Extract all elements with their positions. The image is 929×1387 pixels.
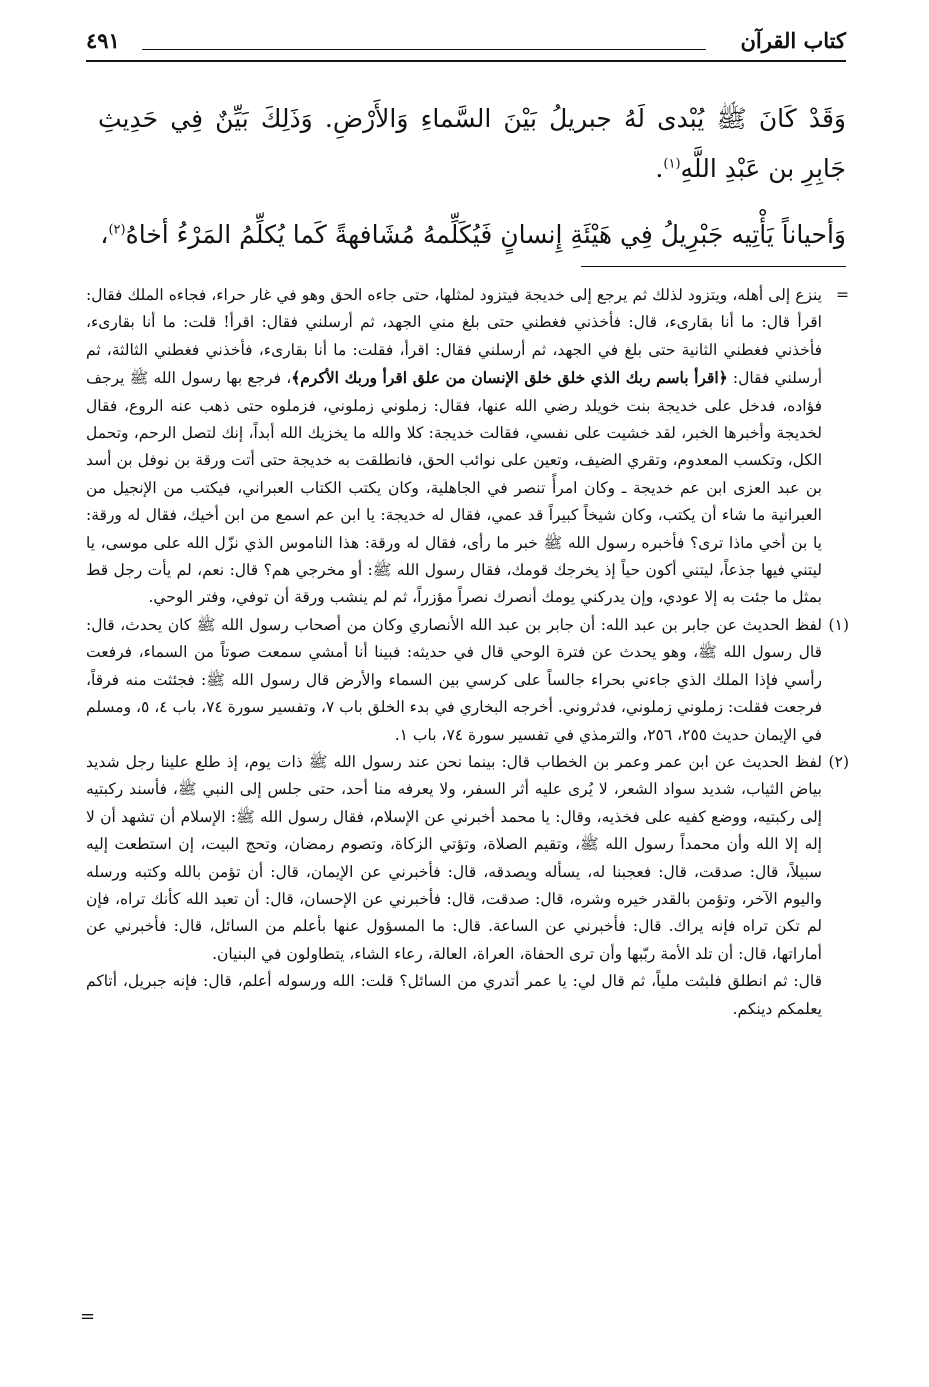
main-paragraph-2 <box>98 210 846 260</box>
footnote-2 <box>86 749 849 1023</box>
page-continues-marker: = <box>80 1306 96 1327</box>
main-paragraph-1-end: . <box>655 154 664 183</box>
footnote-2-marker: (٢) <box>828 752 849 771</box>
continuation-text-b: ، فرجع بها رسول الله ﷺ يرجف فؤاده، فدخل على خديجة بنت خويلد رضي الله عنها، فقال: زملوني زملوني، فزملوه حتى ذهب عنه الروع، فقال لخديجة وأخبرها الخبر، لقد خشيت على نفسي، فقالت خديجة: كلا والله ما يخزيك الله أبداً، إنك لتصل الرحم، وتحمل الكل، وتكسب المعدوم، وتقري الضيف، وتعين على نوائب الحق، فانطلقت به خديجة حتى أتت ورقة بن نوفل بن أسد بن عبد العزى ابن عم خديجة ـ وكان امرأً تنصر في الجاهلية، وكان يكتب الكتاب العبراني، فيكتب من الإنجيل من العبرانية ما شاء أن يكتب، وكان شيخاً كبيراً قد عمي، فقال له خديجة: يا ابن عم اسمع من ابن أخيك، فقال له ورقة: يا بن أخي ماذا ترى؟ فأخبره رسول الله ﷺ خبر ما رأى، فقال له ورقة: هذا الناموس الذي نزّل الله على موسى، يا ليتني فيها جذعاً، ليتني أكون حياً إذ يخرجك قومك، فقال رسول الله ﷺ: أو مخرجي هم؟ قال: نعم، لم يأت رجل قط بمثل ما جئت به إلا عودي، وإن يدركني يومك أنصرك نصراً مؤزراً، ثم لم ينشب ورقة أن توفي، وفتر الوحي. <box>86 369 822 607</box>
page-number: ٤٩١ <box>86 28 120 53</box>
header-rule <box>86 60 846 62</box>
continuation-text-a: ينزع إلى أهله، ويتزود لذلك ثم يرجع إلى خديجة فيتزود لمثلها، حتى جاءه الحق وهو في غار حراء، فجاءه الملك فقال: اقرأ قال: ما أنا بقارىء، قال: فأخذني فغطني حتى بلغ مني الجهد، ثم أرسلني فقال: اقرأ! قلت: ما أنا بقارىء، فأخذني فغطني الثانية حتى بلغ في الجهد، ثم أرسلني فقال: اقرأ، فقلت: ما أنا بقارىء، فأخذني فغطني الثالثة، ثم أرسلني فقال: <box>86 286 823 388</box>
main-paragraph-2-text: وَأحياناً يَأْتِيه جَبْرِيلُ فِي هَيْئَةِ إِنسانٍ فَيُكَلِّمهُ مُشَافهةً كَما يُكلِّمُ المَرْءُ أخاهُ <box>125 220 846 249</box>
footnote-1-text: لفظ الحديث عن جابر بن عبد الله: أن جابر بن عبد الله الأنصاري وكان من أصحاب رسول الله ﷺ كان يحدث، قال: قال رسول الله ﷺ، وهو يحدث عن فترة الوحي قال في حديثه: فبينا أنا أمشي سمعت صوتاً من السماء، فرفعت رأسي فإذا الملك الذي جاءني بحراء جالساً على كرسي بين السماء والأرض قال رسول الله ﷺ: فجئثت منه فرقاً، فرجعت فقلت: زملوني زملوني، فدثروني. أخرجه البخاري في بدء الخلق باب ٧، وتفسير سورة ٧٤، باب ٤، ٥، ومسلم في الإيمان حديث ٢٥٥، ٢٥٦، والترمذي في تفسير سورة ٧٤، باب ١. <box>86 615 822 744</box>
book-title: كتاب القرآن <box>740 28 846 53</box>
footnote-ref-2: (٢) <box>108 222 126 238</box>
main-paragraph-1-text: وَقَدْ كَانَ ﷺ يُبْدى لَهُ جبريلُ بَيْنَ السَّماءِ وَالأَرْضِ. وَذَلِكَ بَيِّنٌ فِي حَدِيثِ جَابِرِ بن عَبْدِ اللَّهِ <box>98 104 846 183</box>
continuation-marker: = <box>836 286 849 304</box>
header-leader-line <box>142 49 706 50</box>
footnote-2-text-continued: قال: ثم انطلق فلبثت ملياً، ثم قال لي: يا عمر أتدري من السائل؟ قلت: الله ورسوله أعلم، قال: فإنه جبريل، أتاكم يعلمكم دينكم. <box>86 972 822 1018</box>
footnote-continuation <box>86 282 849 612</box>
footnotes <box>86 282 849 1023</box>
footnote-2-text: لفظ الحديث عن ابن عمر وعمر بن الخطاب قال: بينما نحن عند رسول الله ﷺ ذات يوم، إذ طلع علينا رجل شديد بياض الثياب، شديد سواد الشعر، لا يُرى عليه أثر السفر، ولا يعرفه منا أحد، حتى جلس إلى النبي ﷺ، فأسند ركبتيه إلى ركبتيه، ووضع كفيه على فخذيه، وقال: يا محمد أخبرني عن الإسلام، فقال رسول الله ﷺ: الإسلام أن تشهد أن لا إله إلا الله وأن محمداً رسول الله ﷺ، وتقيم الصلاة، وتؤتي الزكاة، وتصوم رمضان، وتحج البيت، إن استطعت إليه سبيلاً، قال: صدقت، قال: فعجبنا له، يسأله ويصدقه، قال: فأخبرني عن الإيمان، قال: أن تؤمن بالله وكتبه ورسله واليوم الآخر، وتؤمن بالقدر خيره وشره، قال: صدقت، قال: فأخبرني عن الإحسان، قال: أن تعبد الله كأنك تراه، فإن لم تكن تراه فإنه يراك. قال: فأخبرني عن الساعة. قال: ما المسؤول عنها بأعلم من السائل، قال: فأخبرني عن أماراتها، قال: أن تلد الأمة ربّبها وأن ترى الحفاة، العراة، العالة، رعاء الشاء، يتطاولون في البنيان. <box>86 752 822 963</box>
footnote-separator <box>581 266 846 267</box>
running-header <box>86 28 846 62</box>
footnote-1-marker: (١) <box>828 615 849 634</box>
footnote-1 <box>86 612 849 749</box>
main-text <box>98 94 846 260</box>
quran-quote: ﴿اقرأ باسم ربك الذي خلق خلق الإنسان من علق اقرأ وربك الأكرم﴾ <box>291 368 728 388</box>
continuation-text <box>86 282 822 612</box>
footnote-ref-1: (١) <box>663 156 681 172</box>
main-paragraph-1 <box>98 94 846 194</box>
main-paragraph-2-end: ، <box>100 220 109 249</box>
